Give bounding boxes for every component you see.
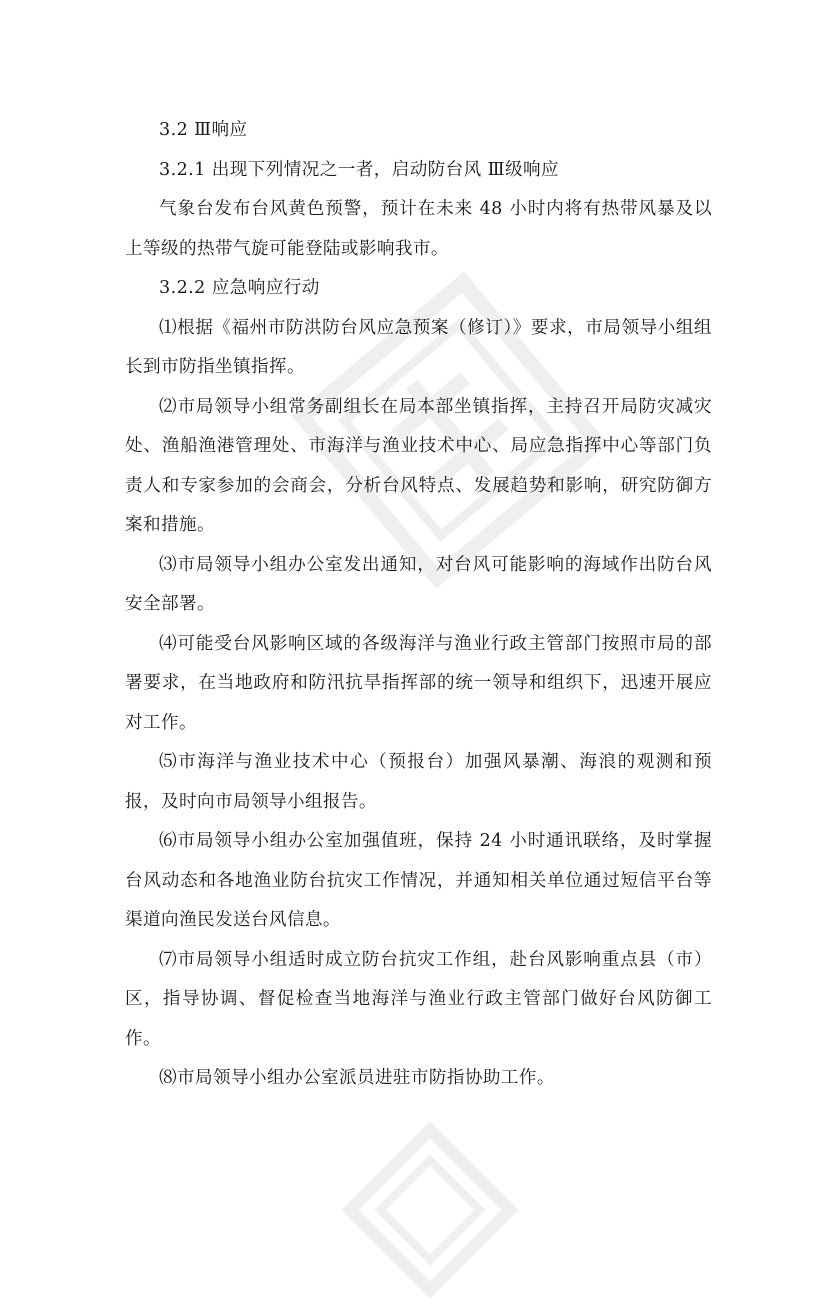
action-item-1: ⑴根据《福州市防洪防台风应急预案（修订）》要求，市局领导小组组长到市防指坐镇指挥。 (125, 317, 712, 377)
subsection-heading-actions: 3.2.2 应急响应行动 (159, 278, 320, 298)
action-item-2: ⑵市局领导小组常务副组长在局本部坐镇指挥，主持召开局防灾减灾处、渔船渔港管理处、市海洋与渔业技术中心、局应急指挥中心等部门负责人和专家参加的会商会，分析台风特点、发展趋势和影响，研究防御方案和措施。 (125, 396, 712, 535)
document-body (125, 111, 712, 1099)
subsection-heading-trigger: 3.2.1 出现下列情况之一者，启动防台风 Ⅲ级响应 (159, 159, 560, 180)
action-item-7: ⑺市局领导小组适时成立防台抗灾工作组，赴台风影响重点县（市）区，指导协调、督促检查当地海洋与渔业行政主管部门做好台风防御工作。 (125, 949, 712, 1049)
action-item-5: ⑸市海洋与渔业技术中心（预报台）加强风暴潮、海浪的观测和预报，及时向市局领导小组报告。 (125, 752, 712, 812)
action-item-8: ⑻市局领导小组办公室派员进驻市防指协助工作。 (159, 1068, 555, 1088)
action-item-4: ⑷可能受台风影响区域的各级海洋与渔业行政主管部门按照市局的部署要求，在当地政府和防汛抗旱指挥部的统一领导和组织下，迅速开展应对工作。 (125, 633, 712, 733)
watermark-logo-icon-bottom (330, 1110, 530, 1310)
action-item-6: ⑹市局领导小组办公室加强值班，保持 24 小时通讯联络，及时掌握台风动态和各地渔业防台抗灾工作情况，并通知相关单位通过短信平台等渠道向渔民发送台风信息。 (125, 831, 712, 930)
trigger-condition: 气象台发布台风黄色预警，预计在未来 48 小时内将有热带风暴及以上等级的热带气旋可能登陆或影响我市。 (125, 199, 712, 259)
action-item-3: ⑶市局领导小组办公室发出通知，对台风可能影响的海域作出防台风安全部署。 (125, 554, 712, 614)
section-heading: 3.2 Ⅲ响应 (159, 120, 248, 140)
